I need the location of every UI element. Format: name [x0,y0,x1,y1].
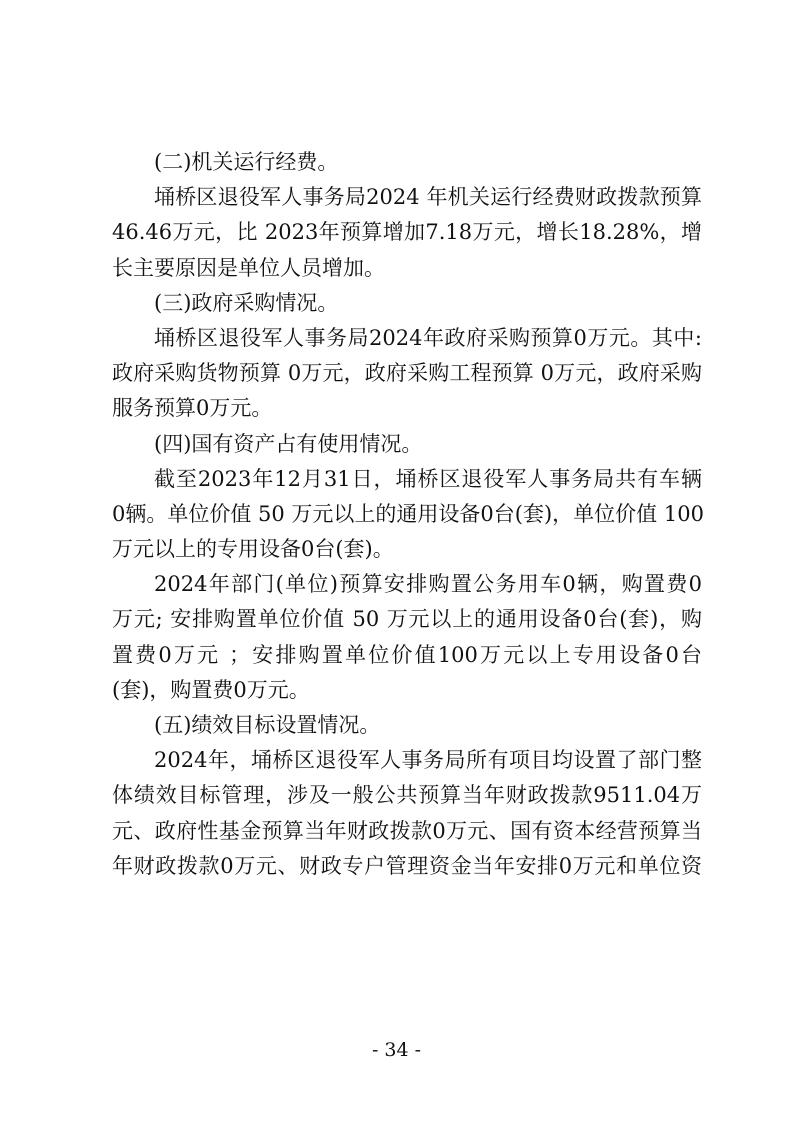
text-line: 0辆。单位价值 50 万元以上的通用设备0台(套)，单位价值 100 [112,501,704,526]
text-line: 万元以上的专用设备0台(套)。 [112,537,394,562]
text-line: 2024年，埇桥区退役军人事务局所有项目均设置了部门整 [154,748,702,773]
page-number: - 34 - [371,1039,422,1061]
section-heading-5: (五)绩效目标设置情况。 [154,713,381,737]
text-line: 置费0万元 ；安排购置单位价值100万元以上专用设备0台 [112,642,702,667]
text-line: 埇桥区退役军人事务局2024年政府采购预算0万元。其中: [154,325,702,350]
section-heading-4: (四)国有资产占有使用情况。 [154,431,423,456]
document-body [112,145,702,884]
paragraph-procurement [112,321,702,427]
text-line: 截至2023年12月31日，埇桥区退役军人事务局共有车辆 [154,466,702,491]
paragraph-performance-goals [112,743,702,884]
text-line: (套)，购置费0万元。 [112,677,310,702]
paragraph-operating-expenses [112,180,702,286]
text-line: 元、政府性基金预算当年财政拨款0万元、国有资本经营预算当 [112,818,702,843]
paragraph-assets [112,462,702,568]
text-line: 埇桥区退役军人事务局2024 年机关运行经费财政拨款预算 [154,185,702,210]
text-line: 2024年部门(单位)预算安排购置公务用车0辆，购置费0 [154,572,702,597]
text-line: 年财政拨款0万元、财政专户管理资金当年安排0万元和单位资 [112,853,702,878]
paragraph-purchase-plan [112,567,702,708]
text-line: 服务预算0万元。 [112,396,273,421]
text-line: 长主要原因是单位人员增加。 [112,255,385,280]
section-heading-3: (三)政府采购情况。 [154,290,339,315]
text-line: 体绩效目标管理，涉及一般公共预算当年财政拨款9511.04万 [112,783,702,808]
text-line: 政府采购货物预算 0万元，政府采购工程预算 0万元，政府采购 [112,361,702,386]
section-heading-2: (二)机关运行经费。 [154,150,339,174]
text-line: 46.46万元，比 2023年预算增加7.18万元，增长18.28%，增 [112,220,702,245]
text-line: 万元; 安排购置单位价值 50 万元以上的通用设备0台(套)，购 [112,607,702,632]
